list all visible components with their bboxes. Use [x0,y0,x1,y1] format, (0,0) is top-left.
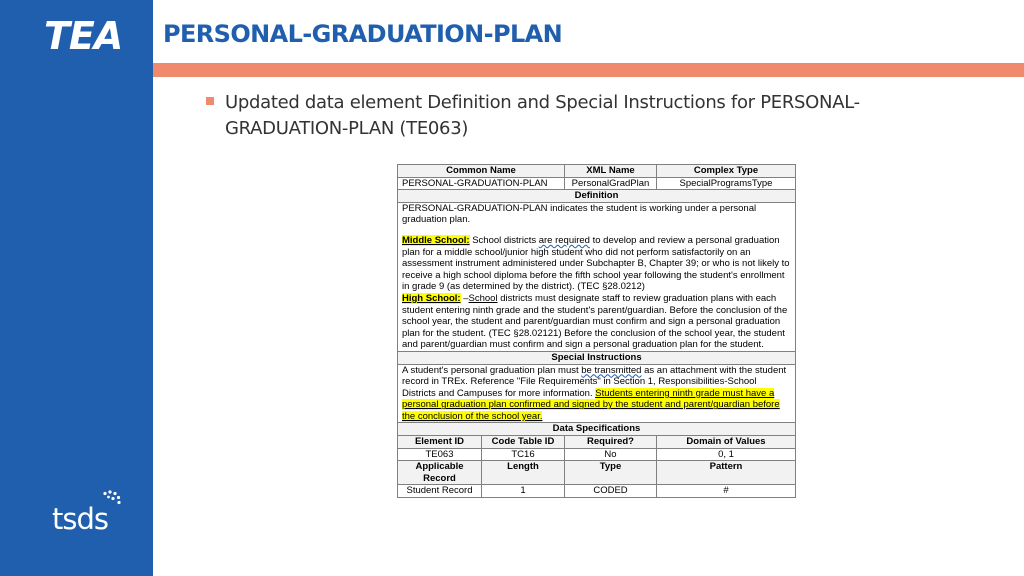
middle-school-pre: School districts [469,234,539,246]
spec-required: No [565,448,657,461]
definition-intro: PERSONAL-GRADUATION-PLAN indicates the student is working under a personal graduation plan. [402,202,757,226]
spec-header-applicable-record: Applicable Record [398,461,482,485]
spec-header-pattern: Pattern [657,461,796,485]
header-complex-type: Complex Type [657,165,796,178]
high-school-text: districts must designate staff to review graduation plans with each student entering ninth grade and the student's parent/guardian. Before the conclusion of the school year, the student and parent/guardian must confirm and sign a personal graduation plan for the student. (TEC §28.02121) Before the conclusion of the school year, the student and parent/guardian must confirm and sign a personal graduation plan for the student. [402,292,788,351]
data-spec-header: Data Specifications [398,423,796,436]
definition-header: Definition [398,190,796,203]
cell-xml-name: PersonalGradPlan [565,177,657,190]
special-instructions-cell [398,364,796,423]
cell-complex-type: SpecialProgramsType [657,177,796,190]
spec-header-required: Required? [565,436,657,449]
spec-header-domain: Domain of Values [657,436,796,449]
spec-pattern: # [657,485,796,498]
spec-header-type: Type [565,461,657,485]
header-common-name: Common Name [398,165,565,178]
high-school-paragraph [402,293,791,351]
definition-cell [398,202,796,351]
special-instructions-header: Special Instructions [398,351,796,364]
spec-code-table-id: TC16 [482,448,565,461]
tsds-logo [52,490,124,536]
spec-header-code-table-id: Code Table ID [482,436,565,449]
special-highlight: Students entering ninth grade must have a personal graduation plan confirmed and signed by the student and parent/guardian before the conclusion of the school year. [402,387,780,422]
sidebar [0,0,153,576]
bullet-text: Updated data element Definition and Special Instructions for PERSONAL-GRADUATION-PLAN (TE063) [225,92,860,139]
middle-school-paragraph [402,235,791,293]
sidebar-bar-overlay [0,63,153,77]
middle-school-label: Middle School: [402,234,470,246]
middle-school-text: to develop and review a personal graduation plan for a middle school/junior high student who did not perform satisfactorily on an assessment instrument administered under Subchapter B, Chapter 39; or who is not likely to receive a high school diploma before the fifth school year following the student's enrollment in grade 9 (as determined by the district). (TEC §28.0212) [402,234,790,293]
high-school-word: School [468,292,498,304]
special-underline: be transmitted [581,364,642,376]
spec-header-element-id: Element ID [398,436,482,449]
page-title: PERSONAL-GRADUATION-PLAN [163,20,563,48]
header-xml-name: XML Name [565,165,657,178]
spec-element-id: TE063 [398,448,482,461]
title-underline-bar [0,63,1024,77]
spec-header-length: Length [482,461,565,485]
tea-logo: TEA [44,14,123,58]
high-school-dash: – [460,292,469,304]
data-element-table [397,164,796,498]
bullet-marker-icon [206,97,214,105]
spec-domain: 0, 1 [657,448,796,461]
special-pre: A student's personal graduation plan must [402,364,582,376]
middle-school-squiggle: are required [538,234,590,246]
tsds-logo-text: tsds [52,502,108,536]
cell-common-name: PERSONAL-GRADUATION-PLAN [398,177,565,190]
spec-applicable-record: Student Record [398,485,482,498]
spec-type: CODED [565,485,657,498]
spec-length: 1 [482,485,565,498]
special-mid: as an attachment with the student record in TREx. Reference "File Requirements" in Section 1, Responsibilities-School Districts and Campuses for more information. [402,364,787,399]
high-school-label: High School: [402,292,461,304]
